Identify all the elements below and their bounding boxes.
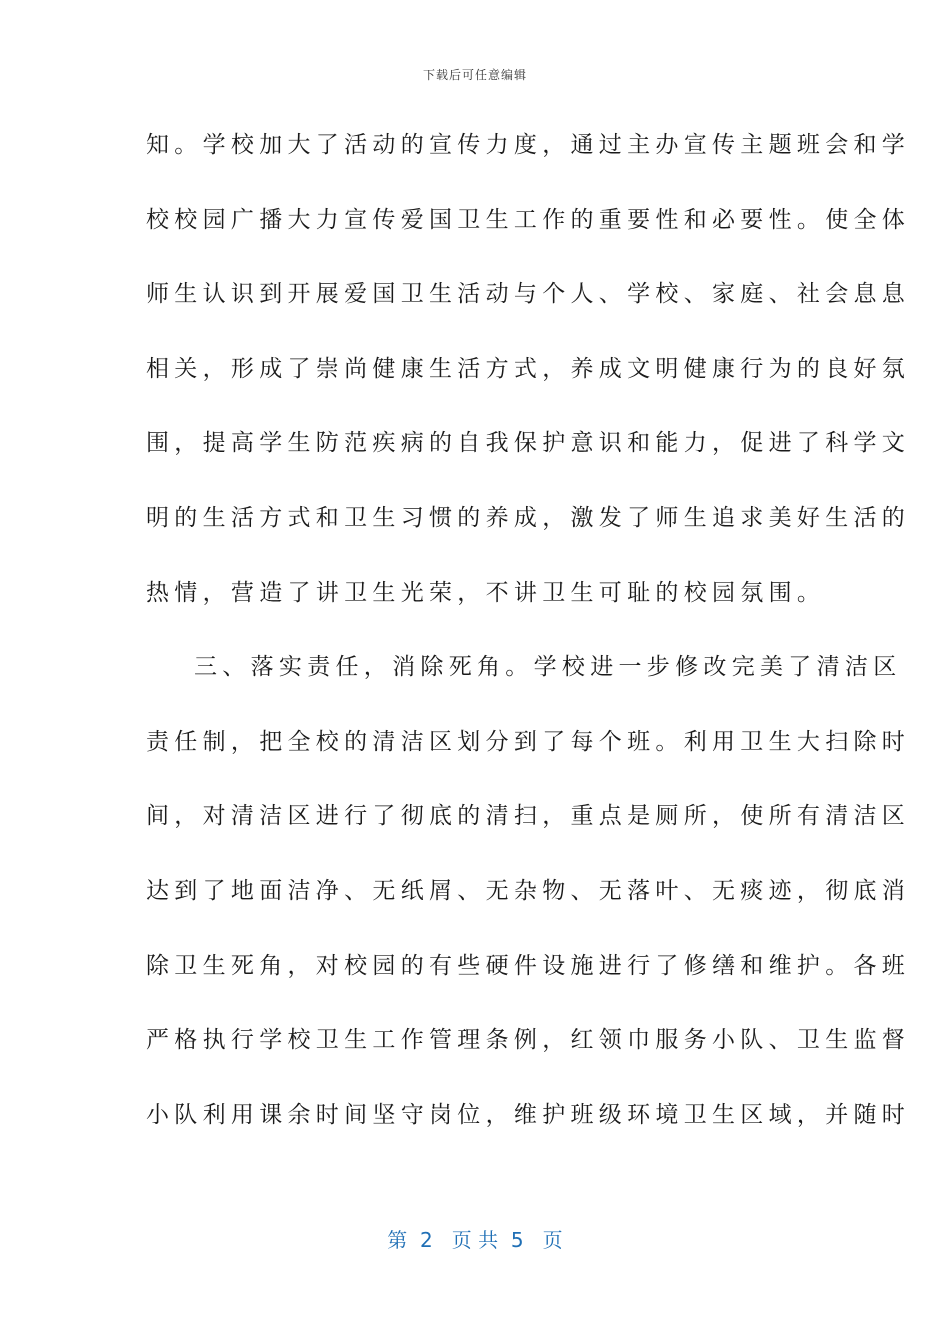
body-line: 知。学校加大了活动的宣传力度，通过主办宣传主题班会和学 (146, 132, 911, 158)
paragraph-start-line: 三、落实责任，消除死角。学校进一步修改完美了清洁区 (194, 654, 902, 681)
body-line: 严格执行学校卫生工作管理条例，红领巾服务小队、卫生监督 (146, 1027, 911, 1054)
body-line: 校校园广播大力宣传爱国卫生工作的重要性和必要性。使全体 (146, 206, 911, 233)
body-line: 小队利用课余时间坚守岗位，维护班级环境卫生区域，并随时 (146, 1101, 911, 1128)
page-number-footer: 第 2 页 共 5 页 (387, 1228, 563, 1252)
body-line: 明的生活方式和卫生习惯的养成，激发了师生追求美好生活的 (146, 504, 911, 531)
body-line: 相关，形成了崇尚健康生活方式，养成文明健康行为的良好氛 (146, 355, 911, 382)
body-line: 责任制，把全校的清洁区划分到了每个班。利用卫生大扫除时 (146, 728, 911, 755)
page-header-note: 下载后可任意编辑 (422, 68, 527, 82)
body-line: 间，对清洁区进行了彻底的清扫，重点是厕所，使所有清洁区 (146, 803, 911, 830)
body-line: 除卫生死角，对校园的有些硬件设施进行了修缮和维护。各班 (146, 952, 911, 979)
body-line: 热情，营造了讲卫生光荣，不讲卫生可耻的校园氛围。 (146, 579, 826, 606)
body-line: 达到了地面洁净、无纸屑、无杂物、无落叶、无痰迹，彻底消 (146, 877, 911, 904)
body-line: 围，提高学生防范疾病的自我保护意识和能力，促进了科学文 (146, 430, 911, 457)
body-line: 师生认识到开展爱国卫生活动与个人、学校、家庭、社会息息 (146, 281, 911, 308)
document-body (146, 120, 911, 1164)
